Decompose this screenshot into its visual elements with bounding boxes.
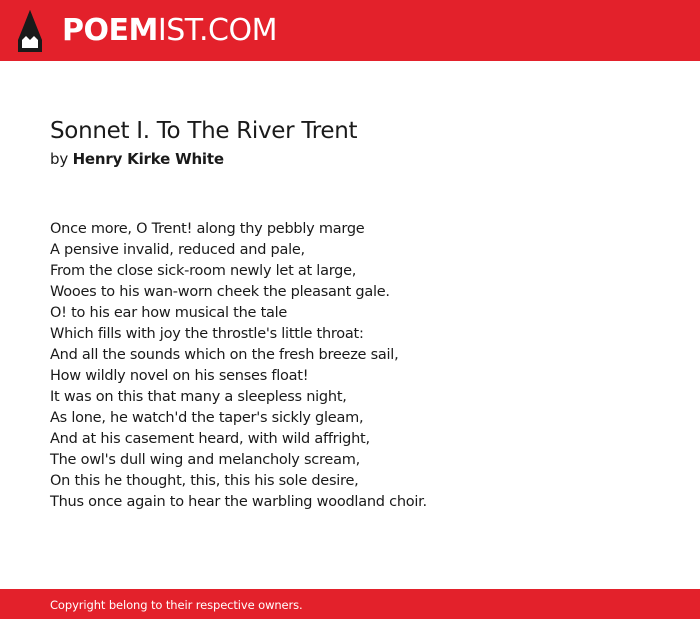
- poem-line: From the close sick-room newly let at large,: [50, 263, 357, 279]
- poem-line: And all the sounds which on the fresh breeze sail,: [50, 347, 399, 363]
- logo-light-text: IST.COM: [157, 13, 277, 48]
- poem-line: A pensive invalid, reduced and pale,: [50, 242, 305, 258]
- poem-body: [50, 219, 427, 513]
- poem-line: Once more, O Trent! along thy pebbly marge: [50, 221, 365, 237]
- site-logo[interactable]: [62, 11, 277, 51]
- byline: [50, 148, 224, 170]
- author-name: Henry Kirke White: [72, 150, 224, 168]
- poem-title: Sonnet I. To The River Trent: [50, 118, 358, 144]
- poem-line: As lone, he watch'd the taper's sickly gleam,: [50, 410, 364, 426]
- pencil-tip-icon[interactable]: [18, 10, 42, 52]
- poem-line: Which fills with joy the throstle's little throat:: [50, 326, 364, 342]
- copyright-text: Copyright belong to their respective owners.: [50, 598, 303, 612]
- poem-line: O! to his ear how musical the tale: [50, 305, 288, 321]
- poem-line: It was on this that many a sleepless night,: [50, 389, 347, 405]
- poem-line: And at his casement heard, with wild affright,: [50, 431, 370, 447]
- poem-line: On this he thought, this, this his sole desire,: [50, 473, 359, 489]
- poem-line: Wooes to his wan-worn cheek the pleasant gale.: [50, 284, 390, 300]
- logo-bold-text: POEM: [62, 13, 158, 48]
- poem-line: Thus once again to hear the warbling woodland choir.: [50, 494, 427, 510]
- poem-line: The owl's dull wing and melancholy scream,: [50, 452, 360, 468]
- poem-line: How wildly novel on his senses float!: [50, 368, 309, 384]
- site-footer: [0, 589, 700, 619]
- site-header: [0, 0, 700, 61]
- by-label: by: [50, 150, 68, 168]
